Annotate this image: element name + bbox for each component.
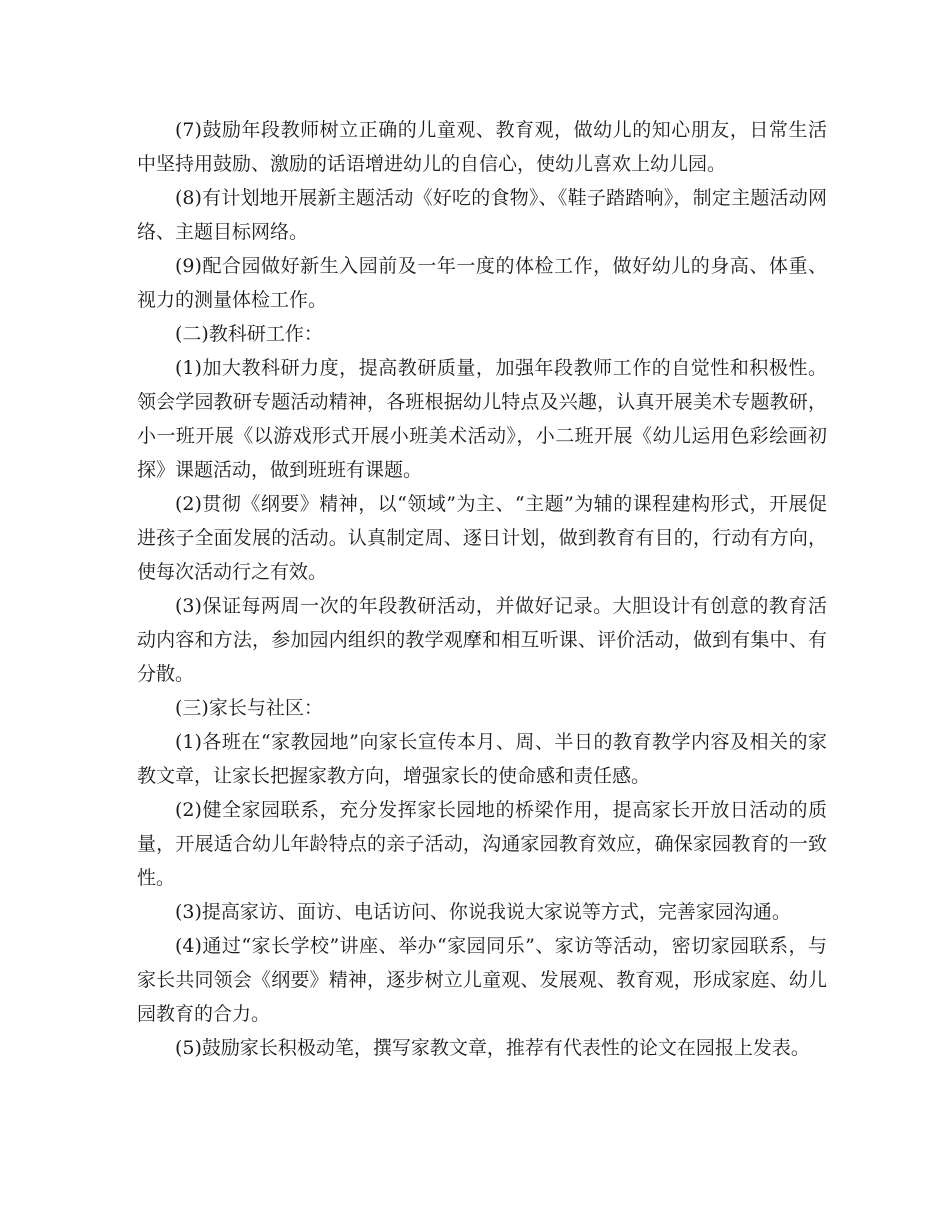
- paragraph-item-9: (9)配合园做好新生入园前及一年一度的体检工作，做好幼儿的身高、体重、视力的测量体检工作。: [137, 255, 827, 311]
- paragraph-research-1: (1)加大教科研力度，提高教研质量，加强年段教师工作的自觉性和积极性。领会学园教研专题活动精神，各班根据幼儿特点及兴趣，认真开展美术专题教研，小一班开展《以游戏形式开展小班美术活动》，小二班开展《幼儿运用色彩绘画初探》课题活动，做到班班有课题。: [137, 357, 827, 481]
- paragraph-research-3: (3)保证每两周一次的年段教研活动，并做好记录。大胆设计有创意的教育活动内容和方法，参加园内组织的教学观摩和相互听课、评价活动，做到有集中、有分散。: [137, 595, 827, 685]
- paragraph-research-2: (2)贯彻《纲要》精神，以“领域”为主、“主题”为辅的课程建构形式，开展促进孩子全面发展的活动。认真制定周、逐日计划，做到教育有目的，行动有方向，使每次活动行之有效。: [137, 493, 827, 583]
- paragraph-item-7: (7)鼓励年段教师树立正确的儿童观、教育观，做幼儿的知心朋友，日常生活中坚持用鼓励、激励的话语增进幼儿的自信心，使幼儿喜欢上幼儿园。: [137, 119, 827, 175]
- paragraph-parents-5: (5)鼓励家长积极动笔，撰写家教文章，推荐有代表性的论文在园报上发表。: [175, 1037, 810, 1059]
- paragraph-parents-3: (3)提高家访、面访、电话访问、你说我说大家说等方式，完善家园沟通。: [175, 901, 791, 923]
- paragraph-item-8: (8)有计划地开展新主题活动《好吃的食物》、《鞋子踏踏响》，制定主题活动网络、主题目标网络。: [137, 187, 827, 243]
- document-body: [137, 113, 827, 1065]
- section-heading-research: (二)教科研工作：: [175, 323, 323, 345]
- section-heading-parents: (三)家长与社区：: [175, 697, 323, 719]
- paragraph-parents-1: (1)各班在“家教园地”向家长宣传本月、周、半日的教育教学内容及相关的家教文章，让家长把握家教方向，增强家长的使命感和责任感。: [137, 731, 827, 787]
- paragraph-parents-4: (4)通过“家长学校”讲座、举办“家园同乐”、家访等活动，密切家园联系，与家长共同领会《纲要》精神，逐步树立儿童观、发展观、教育观，形成家庭、幼儿园教育的合力。: [137, 935, 827, 1025]
- paragraph-parents-2: (2)健全家园联系，充分发挥家长园地的桥梁作用，提高家长开放日活动的质量，开展适合幼儿年龄特点的亲子活动，沟通家园教育效应，确保家园教育的一致性。: [137, 799, 827, 889]
